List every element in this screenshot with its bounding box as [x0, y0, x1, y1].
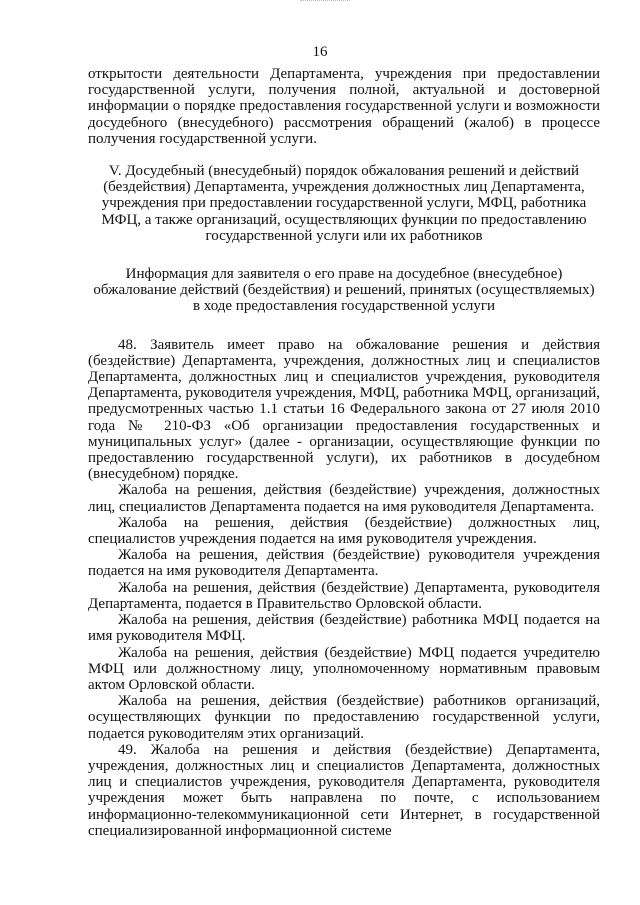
paragraph: Жалоба на решения, действия (бездействие) руководителя учреждения подается на имя руководителя Департамента. [88, 547, 600, 580]
subsection-title: Информация для заявителя о его праве на досудебное (внесудебное) обжалование действий (бездействия) и решений, принятых (осуществляемых) в ходе предоставления государственной услуги [93, 266, 595, 315]
page-content [88, 66, 600, 839]
paragraph: Жалоба на решения, действия (бездействие) учреждения, должностных лиц, специалистов Департамента подается на имя руководителя Департамента. [88, 482, 600, 515]
paragraph: Жалоба на решения, действия (бездействие) должностных лиц, специалистов учреждения подается на имя руководителя учреждения. [88, 514, 600, 548]
paragraph: Жалоба на решения, действия (бездействие) МФЦ подается учредителю МФЦ или должностному лицу, уполномоченному нормативным правовым актом Орловской области. [88, 644, 600, 693]
intro-paragraph: открытости деятельности Департамента, учреждения при предоставлении государственной услуги, получения полной, актуальной и достоверной информации о порядке предоставления государственной услуги и возможности досудебного (внесудебного) рассмотрения обращений (жалоб) в процессе получения государственной услуги. [88, 66, 600, 147]
paragraph-48: 48. Заявитель имеет право на обжалование решения и действия (бездействие) Департамента, учреждения, должностных лиц и специалистов Департамента, должностных лиц и специалистов учреждения, руководителя Департамента, руководителя учреждения, МФЦ, работника МФЦ, организаций, предусмотренных частью 1.1 статьи 16 Федерального закона от 27 июля 2010 года № 210-ФЗ «Об организации предоставления государственных и муниципальных услуг» (далее - организации, осуществляющие функции по предоставлению государственной услуги), их работников в досудебном (внесудебном) порядке. [88, 336, 600, 483]
paragraph: Жалоба на решения, действия (бездействие) Департамента, руководителя Департамента, подается в Правительство Орловской области. [88, 579, 600, 612]
section-title: V. Досудебный (внесудебный) порядок обжалования решений и действий (бездействия) Департамента, учреждения должностных лиц Департамента, учреждения при предоставлении государственной услуги, МФЦ, работника МФЦ, а также организаций, осуществляющих функции по предоставлению государственной услуги или их работников [101, 163, 587, 244]
scan-artifact [300, 0, 350, 7]
paragraph-49: 49. Жалоба на решения и действия (бездействие) Департамента, учреждения, должностных лиц и специалистов Департамента, должностных лиц и специалистов учреждения, руководителя Департамента, руководителя учреждения может быть направлена по почте, с использованием информационно-телекоммуникационной сети Интернет, в государственной специализированной информационной системе [88, 741, 600, 839]
page-number: 16 [312, 44, 328, 60]
paragraph: Жалоба на решения, действия (бездействие) работников организаций, осуществляющих функции по предоставлению государственной услуги, подается руководителям этих организаций. [88, 693, 600, 742]
body-paragraphs [88, 337, 600, 839]
paragraph: Жалоба на решения, действия (бездействие) работника МФЦ подается на имя руководителя МФЦ. [88, 612, 600, 645]
